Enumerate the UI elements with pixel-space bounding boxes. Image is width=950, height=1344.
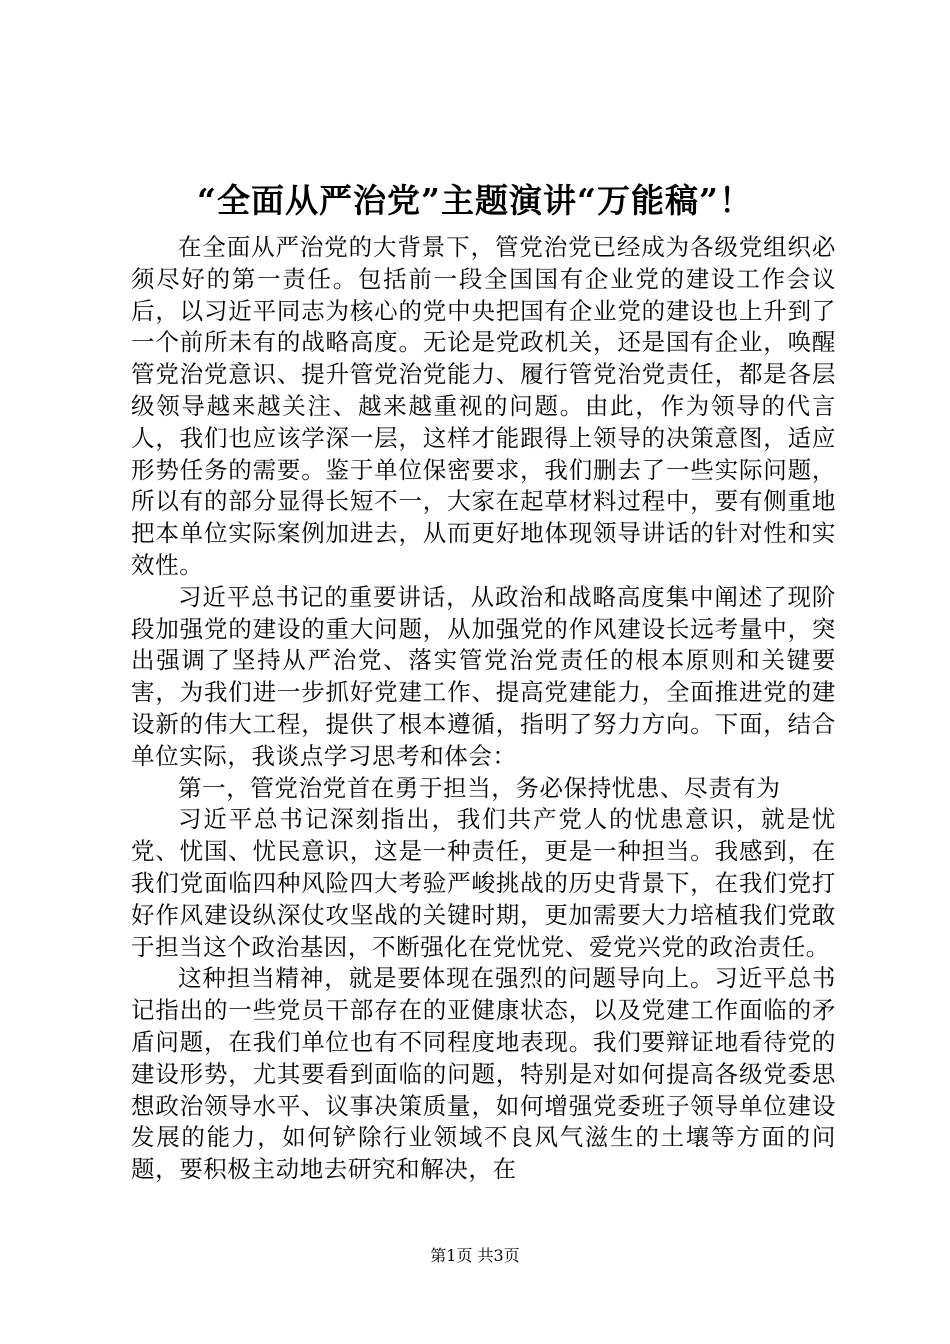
paragraph-sense-of-crisis: 习近平总书记深刻指出，我们共产党人的忧患意识，就是忧党、忧国、忧民意识，这是一种责任，更是一种担当。我感到，在我们党面临四种风险四大考验严峻挑战的历史背景下，在我们党打好作风建设纵深仗攻坚战的关键时期，更加需要大力培植我们党敢于担当这个政治基因，不断强化在党忧党、爱党兴党的政治责任。 xyxy=(131,805,836,961)
document-title: “全面从严治党”主题演讲“万能稿”！ xyxy=(197,181,753,220)
page-number-footer: 第1页 共3页 xyxy=(430,1246,520,1265)
paragraph-problem-orientation: 这种担当精神，就是要体现在强烈的问题导向上。习近平总书记指出的一些党员干部存在的亚健康状态，以及党建工作面临的矛盾问题，在我们单位也有不同程度地表现。我们要辩证地看待党的建设形势，尤其要看到面临的问题，特别是对如何提高各级党委思想政治领导水平、议事决策质量，如何增强党委班子领导单位建设发展的能力，如何铲除行业领域不良风气滋生的土壤等方面的问题，要积极主动地去研究和解决，在 xyxy=(131,964,836,1184)
paragraph-intro: 在全面从严治党的大背景下，管党治党已经成为各级党组织必须尽好的第一责任。包括前一段全国国有企业党的建设工作会议后，以习近平同志为核心的党中央把国有企业党的建设也上升到了一个前所未有的战略高度。无论是党政机关，还是国有企业，唤醒管党治党意识、提升管党治党能力、履行管党治党责任，都是各层级领导越来越关注、越来越重视的问题。由此，作为领导的代言人，我们也应该学深一层，这样才能跟得上领导的决策意图，适应形势任务的需要。鉴于单位保密要求，我们删去了一些实际问题，所以有的部分显得长短不一，大家在起草材料过程中，要有侧重地把本单位实际案例加进去，从而更好地体现领导讲话的针对性和实效性。 xyxy=(131,233,836,579)
document-body xyxy=(131,232,836,1186)
paragraph-speech-summary: 习近平总书记的重要讲话，从政治和战略高度集中阐述了现阶段加强党的建设的重大问题，从加强党的作风建设长远考量中，突出强调了坚持从严治党、落实管党治党责任的根本原则和关键要害，为我们进一步抓好党建工作、提高党建能力，全面推进党的建设新的伟大工程，提供了根本遵循，指明了努力方向。下面，结合单位实际，我谈点学习思考和体会： xyxy=(131,582,836,770)
section-heading-first: 第一，管党治党首在勇于担当，务必保持忧患、尽责有为 xyxy=(178,773,781,802)
